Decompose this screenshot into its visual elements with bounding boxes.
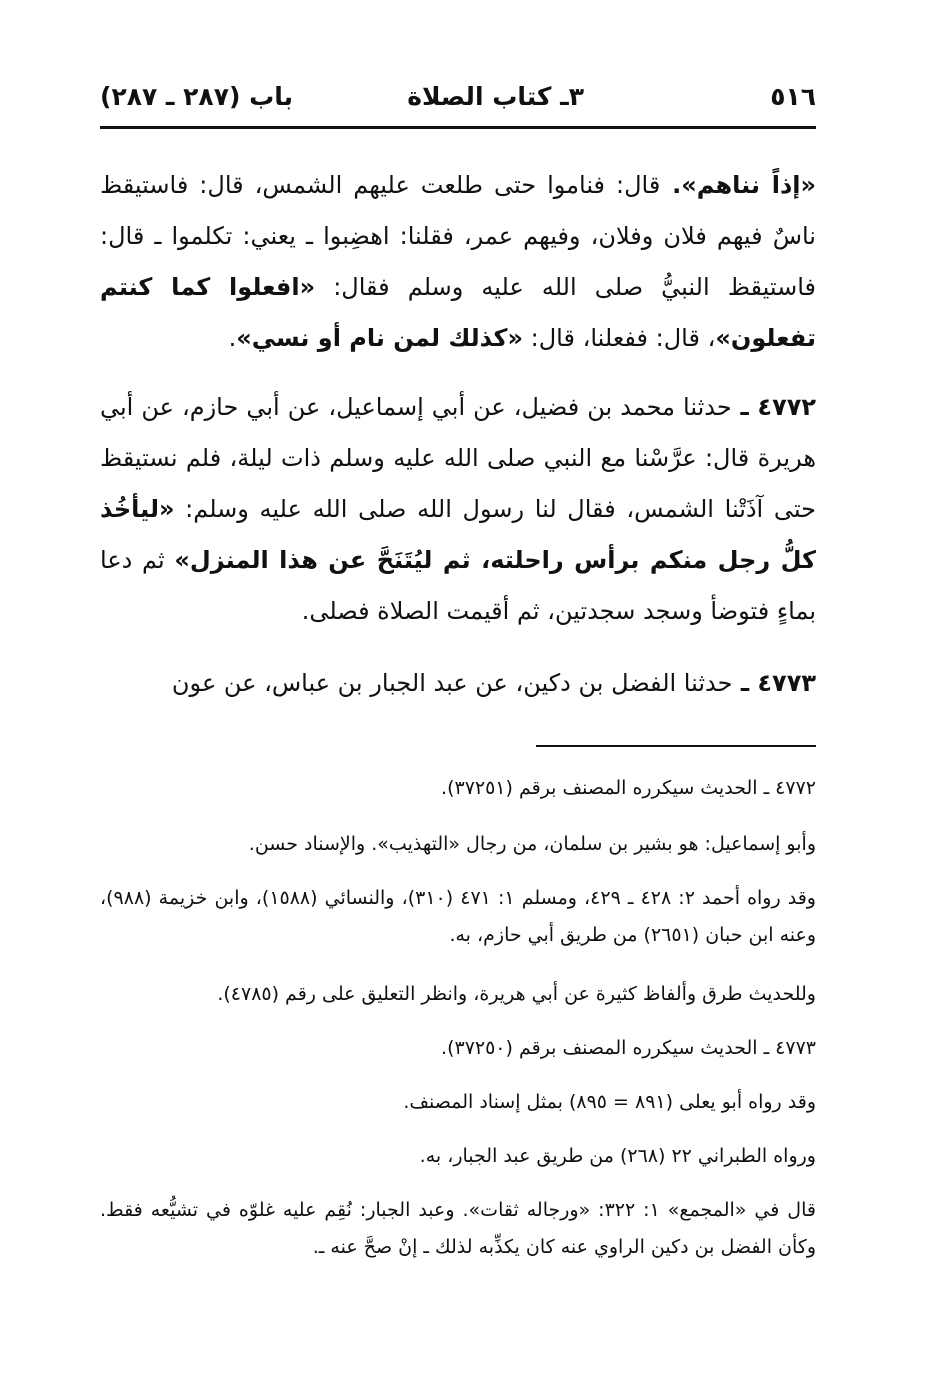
narration-text: . <box>228 324 237 352</box>
book-title: ٣ـ كتاب الصلاة <box>407 82 584 111</box>
narration-text: ثم دعا بماءٍ فتوضأ وسجد سجدتين، ثم أقيمت الصلاة فصلى. <box>100 546 816 625</box>
page-number: ٥١٦ <box>770 82 816 111</box>
footnote-line: وقد رواه أحمد ٢: ٤٢٨ ـ ٤٢٩، ومسلم ١: ٤٧١ (٣١٠)، والنسائي (١٥٨٨)، وابن خزيمة (٩٨٨)، وعنه ابن حبان (٢٦٥١) من طريق أبي حازم، به. <box>100 887 816 946</box>
header-rule <box>100 126 816 129</box>
footnote-line: وللحديث طرق وألفاظ كثيرة عن أبي هريرة، وانظر التعليق على رقم (٤٧٨٥). <box>217 983 816 1005</box>
narration-text: قال: فناموا حتى طلعت عليهم الشمس، قال: فاستيقظ ناسٌ فيهم فلان وفلان، وفيهم عمر، فقلنا: اهضِبوا ـ يعني: تكلموا ـ قال: فاستيقظ النبيُّ صلى الله عليه وسلم فقال: <box>100 171 817 301</box>
footnote-line: وأبو إسماعيل: هو بشير بن سلمان، من رجال «التهذيب». والإسناد حسن. <box>248 833 816 855</box>
footnote-line: ورواه الطبراني ٢٢ (٢٦٨) من طريق عبد الجبار، به. <box>419 1145 816 1167</box>
hadith-continuation-paragraph <box>100 160 816 364</box>
narration-text: حدثنا الفضل بن دكين، عن عبد الجبار بن عباس، عن عون <box>171 669 733 697</box>
prophet-quote: «افعلوا كما كنتم تفعلون» <box>100 273 816 352</box>
hadith-number: ٤٧٧٣ ـ <box>732 669 816 697</box>
footnote-line: ٤٧٧٢ ـ الحديث سيكرره المصنف برقم (٣٧٢٥١). <box>441 777 816 799</box>
hadith-4772-paragraph <box>100 382 816 637</box>
prophet-quote: «إذاً نناهم». <box>660 171 817 199</box>
hadith-4773-paragraph <box>100 658 816 709</box>
narration-text: حدثنا محمد بن فضيل، عن أبي إسماعيل، عن أبي حازم، عن أبي هريرة قال: عرَّسْنا مع النبي صلى الله عليه وسلم ذات ليلة، فلم نستيقظ حتى آذَتْنا الشمس، فقال لنا رسول الله صلى الله عليه وسلم: <box>100 393 816 523</box>
footnote-line: وقد رواه أبو يعلى (٨٩١ = ٨٩٥) بمثل إسناد المصنف. <box>403 1091 816 1113</box>
hadith-number: ٤٧٧٢ ـ <box>731 393 817 421</box>
prophet-quote: «ليأخُذ كلُّ رجل منكم برأس راحلته، ثم ليُتَنَحَّ عن هذا المنزل» <box>100 495 816 574</box>
footnote-divider <box>536 745 816 747</box>
footnote-line: ٤٧٧٣ ـ الحديث سيكرره المصنف برقم (٣٧٢٥٠). <box>441 1037 816 1059</box>
footnote-line: قال في «المجمع» ١: ٣٢٢: «ورجاله ثقات». وعبد الجبار: نُقِم عليه غلوّه في تشيُّعه فقط. وكأن الفضل بن دكين الراوي عنه كان يكذِّبه لذلك ـ إنْ صحَّ عنه ـ. <box>100 1199 816 1258</box>
narration-text: ، قال: ففعلنا، قال: <box>523 324 716 352</box>
chapter-title: باب (٢٨٧ ـ ٢٨٧) <box>100 82 293 111</box>
prophet-quote: «كذلك لمن نام أو نسي» <box>236 324 523 352</box>
page-header <box>100 82 816 122</box>
